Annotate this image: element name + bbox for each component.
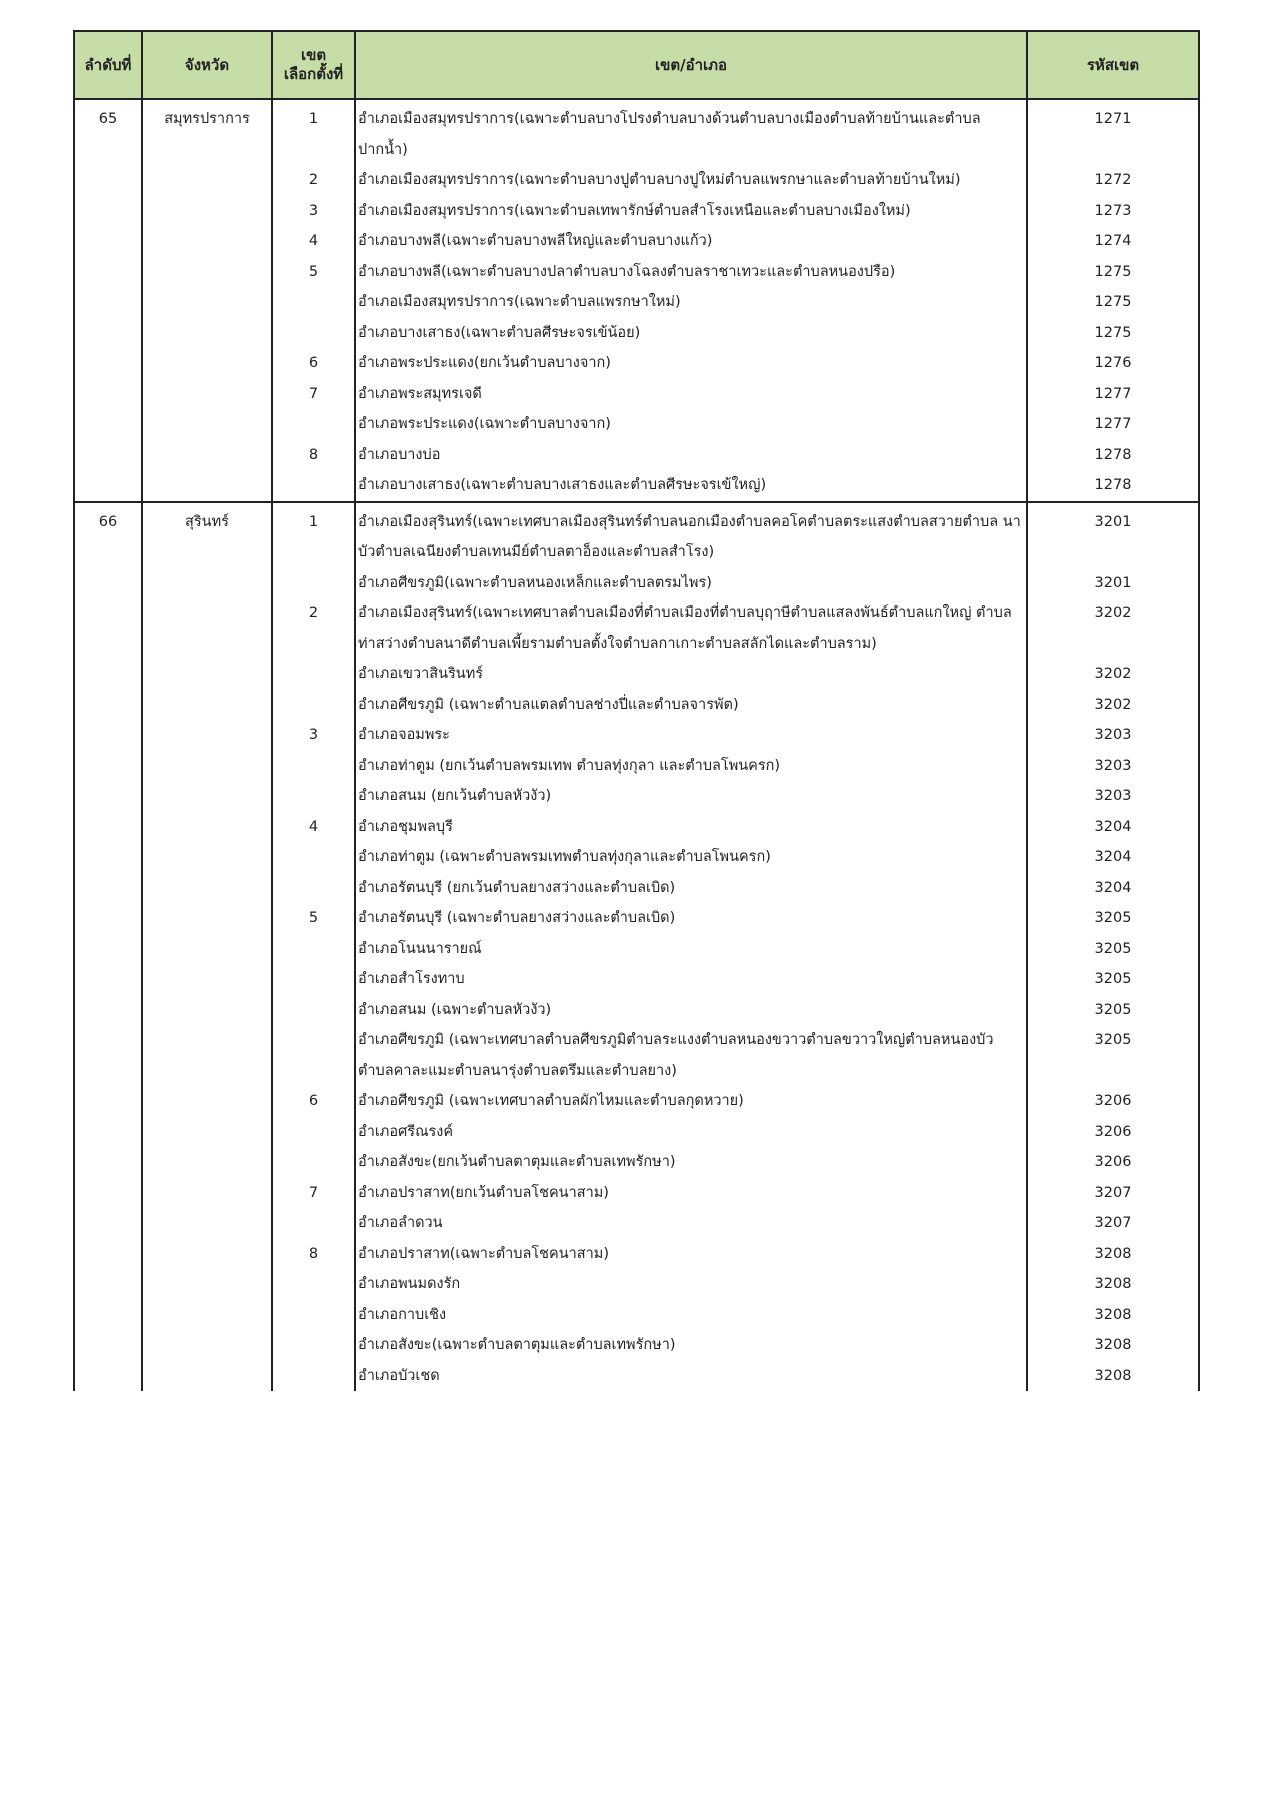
district-name: อำเภอศีขรภูมิ (เฉพาะเทศบาลตำบลศีขรภูมิตำบลระแงงตำบลหนองขวาวตำบลขวาวใหญ่ตำบลหนองบัว ตำบลคาละแมะตำบลนารุ่งตำบลตรึมและตำบลยาง): [358, 1032, 994, 1079]
district-name: อำเภอสังขะ(ยกเว้นตำบลตาตุมและตำบลเทพรักษา): [358, 1154, 676, 1170]
district-name: อำเภอท่าตูม (เฉพาะตำบลพรมเทพตำบลทุ่งกุลาและตำบลโพนครก): [358, 849, 771, 865]
zone-number: [273, 659, 354, 690]
district-name: อำเภอเขวาสินรินทร์: [358, 666, 484, 682]
zone-number: [273, 568, 354, 599]
province-name: สุรินทร์: [185, 513, 229, 530]
province-group-row: [74, 99, 1199, 502]
district-name: อำเภอปราสาท(ยกเว้นตำบลโชคนาสาม): [358, 1184, 609, 1201]
district-name: อำเภอรัตนบุรี (ยกเว้นตำบลยางสว่างและตำบลเบิด): [358, 879, 676, 896]
zone-number: [273, 690, 354, 721]
district-code: 3201: [1094, 513, 1132, 530]
zone-number: [273, 842, 354, 873]
district-code: 3206: [1094, 1093, 1132, 1109]
district-name: อำเภอสนม (เฉพาะตำบลหัวงัว): [358, 1001, 552, 1018]
zone-number: 4: [308, 818, 319, 835]
district-name: อำเภอสำโรงทาบ: [358, 971, 465, 987]
district-name: อำเภอบางบ่อ: [358, 446, 441, 463]
district-code: 1275: [1094, 294, 1132, 310]
zone-number: [273, 964, 354, 995]
district-name: อำเภอสังขะ(เฉพาะตำบลตาตุมและตำบลเทพรักษา): [358, 1337, 676, 1353]
zone-number: 8: [308, 1245, 319, 1262]
zone-number: 7: [308, 1184, 319, 1201]
district-name: อำเภอปราสาท(เฉพาะตำบลโชคนาสาม): [358, 1245, 609, 1262]
district-code: 3208: [1094, 1306, 1132, 1323]
district-name: อำเภอกาบเชิง: [358, 1306, 447, 1323]
province-cell: [142, 502, 272, 1392]
header-code: รหัสเขต: [1027, 31, 1199, 99]
zone-number: 1: [308, 111, 319, 127]
group-number-cell: [74, 502, 142, 1392]
district-name: อำเภอศีขรภูมิ(เฉพาะตำบลหนองเหล็กและตำบลตรมไพร): [358, 574, 712, 591]
district-name: อำเภอชุมพลบุรี: [358, 818, 453, 835]
zone-number: [273, 1300, 354, 1331]
zone-number: [273, 318, 354, 349]
district-code: 3203: [1094, 727, 1132, 743]
district-code: 1273: [1094, 202, 1132, 219]
zone-number: 2: [308, 172, 319, 188]
district-table: [73, 30, 1200, 1391]
province-cell: [142, 99, 272, 502]
zone-number: 4: [308, 233, 319, 249]
district-name: อำเภอบางพลี(เฉพาะตำบลบางพลีใหญ่และตำบลบางแก้ว): [358, 233, 713, 249]
district-code: 1272: [1094, 172, 1132, 188]
zone-number: [273, 995, 354, 1026]
header-district: เขต/อำเภอ: [355, 31, 1027, 99]
header-zone-line1: เขต: [300, 46, 327, 64]
district-code: 3207: [1094, 1184, 1132, 1201]
zone-number: 5: [308, 910, 319, 926]
district-code: 3203: [1094, 788, 1132, 804]
district-name: อำเภอเมืองสมุทรปราการ(เฉพาะตำบลเทพารักษ์ตำบลสำโรงเหนือและตำบลบางเมืองใหม่): [358, 202, 911, 219]
zone-number: [273, 934, 354, 965]
district-code: 1275: [1094, 324, 1132, 341]
district-code: 3208: [1094, 1367, 1132, 1384]
header-zone: [272, 31, 355, 99]
district-code: 3205: [1094, 1032, 1132, 1048]
district-name: อำเภอศรีณรงค์: [358, 1123, 454, 1140]
district-name: อำเภอท่าตูม (ยกเว้นตำบลพรมเทพ ตำบลทุ่งกุลา และตำบลโพนครก): [358, 757, 781, 774]
district-name: อำเภอเมืองสมุทรปราการ(เฉพาะตำบลบางปูตำบลบางปูใหม่ตำบลแพรกษาและตำบลท้ายบ้านใหม่): [358, 172, 961, 188]
header-province: จังหวัด: [142, 31, 272, 99]
district-name: อำเภอเมืองสุรินทร์(เฉพาะเทศบาลเมืองสุรินทร์ตำบลนอกเมืองตำบลคอโคตำบลตระแสงตำบลสวายตำบล นาบัวตำบลเฉนียงตำบลเทนมีย์ตำบลตาอ็องและตำบลสำโรง): [358, 513, 1021, 560]
header-no: ลำดับที่: [74, 31, 142, 99]
district-code: 1277: [1094, 416, 1132, 432]
zone-number: [273, 287, 354, 318]
zone-number: 3: [308, 727, 319, 743]
district-name: อำเภอบางเสาธง(เฉพาะตำบลบางเสาธงและตำบลศีรษะจรเข้ใหญ่): [358, 477, 767, 493]
district-code: 3204: [1094, 879, 1132, 896]
zone-number: 1: [308, 513, 319, 530]
table-body: [74, 99, 1199, 1391]
zone-number: [273, 1208, 354, 1239]
district-code: 3206: [1094, 1154, 1132, 1170]
zone-number: 5: [308, 263, 319, 280]
zone-number: [273, 1117, 354, 1148]
district-name: อำเภอบางพลี(เฉพาะตำบลบางปลาตำบลบางโฉลงตำบลราชาเทวะและตำบลหนองปรือ): [358, 263, 896, 280]
zone-number: [273, 751, 354, 782]
district-code: 3208: [1094, 1245, 1132, 1262]
province-group-row: [74, 502, 1199, 1392]
district-name: อำเภอสนม (ยกเว้นตำบลหัวงัว): [358, 788, 552, 804]
district-code: 1276: [1094, 355, 1132, 371]
zone-cell: [272, 99, 355, 502]
district-name: อำเภอพระประแดง(ยกเว้นตำบลบางจาก): [358, 355, 611, 371]
district-code: 1277: [1094, 385, 1132, 402]
district-name: อำเภอเมืองสมุทรปราการ(เฉพาะตำบลแพรกษาใหม่): [358, 294, 681, 310]
district-code: 3202: [1094, 666, 1132, 682]
zone-number: 7: [308, 385, 319, 402]
district-code: 3208: [1094, 1276, 1132, 1292]
district-name: อำเภอศีขรภูมิ (เฉพาะเทศบาลตำบลผักไหมและตำบลกุดหวาย): [358, 1093, 744, 1109]
group-number-cell: [74, 99, 142, 502]
zone-number: [273, 1269, 354, 1300]
district-code: 3201: [1094, 574, 1132, 591]
zone-number: [273, 1147, 354, 1178]
zone-cell: [272, 502, 355, 1392]
zone-number: 6: [308, 1093, 319, 1109]
district-code: 3205: [1094, 971, 1132, 987]
group-number: 66: [98, 513, 118, 530]
district-name: อำเภอเมืองสมุทรปราการ(เฉพาะตำบลบางโปรงตำบลบางด้วนตำบลบางเมืองตำบลท้ายบ้านและตำบล ปากน้ำ): [358, 111, 981, 158]
district-name: อำเภอรัตนบุรี (เฉพาะตำบลยางสว่างและตำบลเบิด): [358, 910, 676, 926]
district-code: 3202: [1094, 696, 1132, 713]
district-name: อำเภอพนมดงรัก: [358, 1276, 461, 1292]
district-name: อำเภอโนนนารายณ์: [358, 940, 482, 957]
code-cell: [1027, 502, 1199, 1392]
district-code: 3206: [1094, 1123, 1132, 1140]
district-cell: [355, 99, 1027, 502]
zone-number: 6: [308, 355, 319, 371]
province-name: สมุทรปราการ: [164, 111, 250, 127]
zone-number: 3: [308, 202, 319, 219]
header-zone-line2: เลือกตั้งที่: [283, 65, 344, 83]
district-code: 3205: [1094, 940, 1132, 957]
group-number: 65: [98, 111, 118, 127]
district-name: อำเภอพระสมุทรเจดี: [358, 385, 482, 402]
zone-number: [273, 1330, 354, 1361]
district-code: 1278: [1094, 477, 1132, 493]
district-name: อำเภอจอมพระ: [358, 727, 450, 743]
district-code: 1275: [1094, 263, 1132, 280]
zone-number: [273, 781, 354, 812]
zone-number: [273, 1025, 354, 1086]
district-name: อำเภอพระประแดง(เฉพาะตำบลบางจาก): [358, 416, 611, 432]
district-name: อำเภอลำดวน: [358, 1215, 443, 1231]
district-name: อำเภอเมืองสุรินทร์(เฉพาะเทศบาลตำบลเมืองที่ตำบลเมืองที่ตำบลบุฤาษีตำบลแสลงพันธ์ตำบลแกใหญ่ ตำบลท่าสว่างตำบลนาดีตำบลเพี้ยรามตำบลตั้งใจตำบลกาเกาะตำบลสลักไดและตำบลราม): [358, 605, 1012, 652]
zone-number: [273, 409, 354, 440]
zone-number: 2: [308, 605, 319, 621]
header-row: [74, 31, 1199, 99]
district-code: 3203: [1094, 757, 1132, 774]
district-code: 1271: [1094, 111, 1132, 127]
district-code: 1274: [1094, 233, 1132, 249]
district-code: 3207: [1094, 1215, 1132, 1231]
district-code: 3202: [1094, 605, 1132, 621]
zone-number: [273, 1361, 354, 1392]
district-name: อำเภอศีขรภูมิ (เฉพาะตำบลแตลตำบลช่างปี่และตำบลจารพัต): [358, 696, 739, 713]
district-code: 3208: [1094, 1337, 1132, 1353]
district-code: 3205: [1094, 1001, 1132, 1018]
zone-number: [273, 470, 354, 501]
district-cell: [355, 502, 1027, 1392]
code-cell: [1027, 99, 1199, 502]
district-code: 1278: [1094, 446, 1132, 463]
district-code: 3204: [1094, 849, 1132, 865]
district-code: 3204: [1094, 818, 1132, 835]
zone-number: 8: [308, 446, 319, 463]
district-name: อำเภอบางเสาธง(เฉพาะตำบลศีรษะจรเข้น้อย): [358, 324, 641, 341]
district-name: อำเภอบัวเชด: [358, 1367, 440, 1384]
district-code: 3205: [1094, 910, 1132, 926]
zone-number: [273, 873, 354, 904]
